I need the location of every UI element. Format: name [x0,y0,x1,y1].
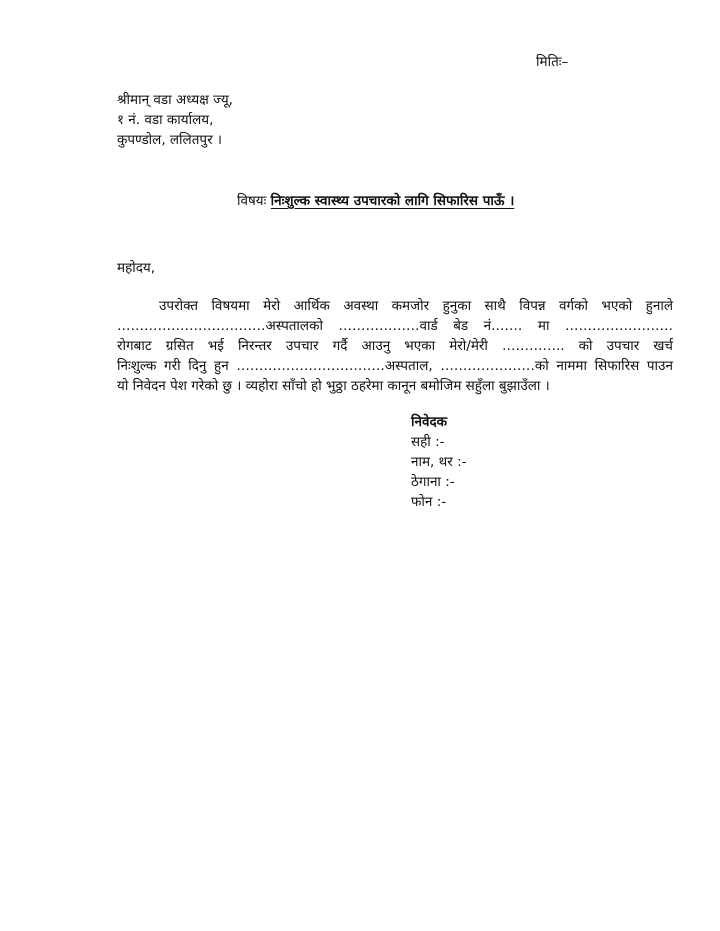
body-word: आउनु [361,338,391,354]
body-word: …………………को [440,358,549,374]
body-word: रोगबाट [117,338,152,354]
body-word: कमजोर [391,298,430,314]
applicant-block [411,412,467,512]
body-word: साथै [484,298,506,314]
body-line-1 [117,296,673,316]
address-line-3: कुपण्डोल, ललितपुर । [117,132,222,148]
body-word: बेड [453,318,469,334]
body-word: …………………… [565,318,673,334]
phone-field: फोन :- [411,494,447,510]
body-word: निःशुल्क [117,358,157,374]
body-word: सिफारिस [594,358,640,374]
body-word: निरन्तर [237,338,272,354]
date-label: मितिः– [536,54,569,70]
body-word: मेरो/मेरी [449,338,488,354]
address-line-2: १ नं. वडा कार्यालय, [117,112,214,128]
subject-text: निःशुल्क स्वास्थ्य उपचारको लागि सिफारिस पाऊँ । [270,193,515,209]
body-word: ………………वार्ड [338,318,438,334]
subject-line [237,191,514,209]
body-word: विषयमा [211,298,250,314]
body-line-3 [117,336,673,356]
body-word: हुनुका [442,298,472,314]
recipient-address [117,90,233,150]
subject-prefix: विषयः [237,193,267,209]
body-word: मेरो [263,298,281,314]
body-word: खर्च [653,338,673,354]
body-word: विपन्न [519,298,546,314]
signature-field: सही :- [411,434,445,450]
body-word: नं.…… [483,318,523,334]
body-word: ………….. [502,338,565,354]
body-paragraph [117,296,673,396]
body-word: हुनाले [645,298,673,314]
name-field: नाम, थर :- [411,454,467,470]
body-word: उपचार [606,338,640,354]
body-word: हुन [214,358,229,374]
address-field: ठेगाना :- [411,474,455,490]
body-word: ग्रसित [165,338,194,354]
body-word: वर्गको [559,298,588,314]
body-line-4 [117,356,673,376]
body-word: आर्थिक [293,298,330,314]
body-word: दिनु [188,358,207,374]
body-word: ……………………………अस्पताल, [236,358,433,374]
salutation: महोदय, [117,260,156,276]
body-word: भई [207,338,224,354]
address-line-1: श्रीमान् वडा अध्यक्ष ज्यू, [117,92,233,108]
body-line-5: यो निवेदन पेश गरेको छु । व्यहोरा साँचो हो भुठ्ठा ठहरेमा कानून बमोजिम सहुँला बुझाउँला । [117,378,550,394]
body-word: उपचार [285,338,319,354]
body-word: भएका [404,338,436,354]
applicant-heading: निवेदक [411,414,448,430]
body-word: को [578,338,593,354]
body-word: गरी [163,358,181,374]
body-word: पाउन [646,358,673,374]
body-line-2 [117,316,673,336]
body-word: गर्दै [332,338,348,354]
body-word: उपरोक्त [159,298,199,314]
body-word: भएको [601,298,633,314]
body-word: नाममा [556,358,587,374]
body-word: अवस्था [343,298,379,314]
body-word: मा [537,318,550,334]
body-word: ……………………………अस्पतालको [117,318,323,334]
